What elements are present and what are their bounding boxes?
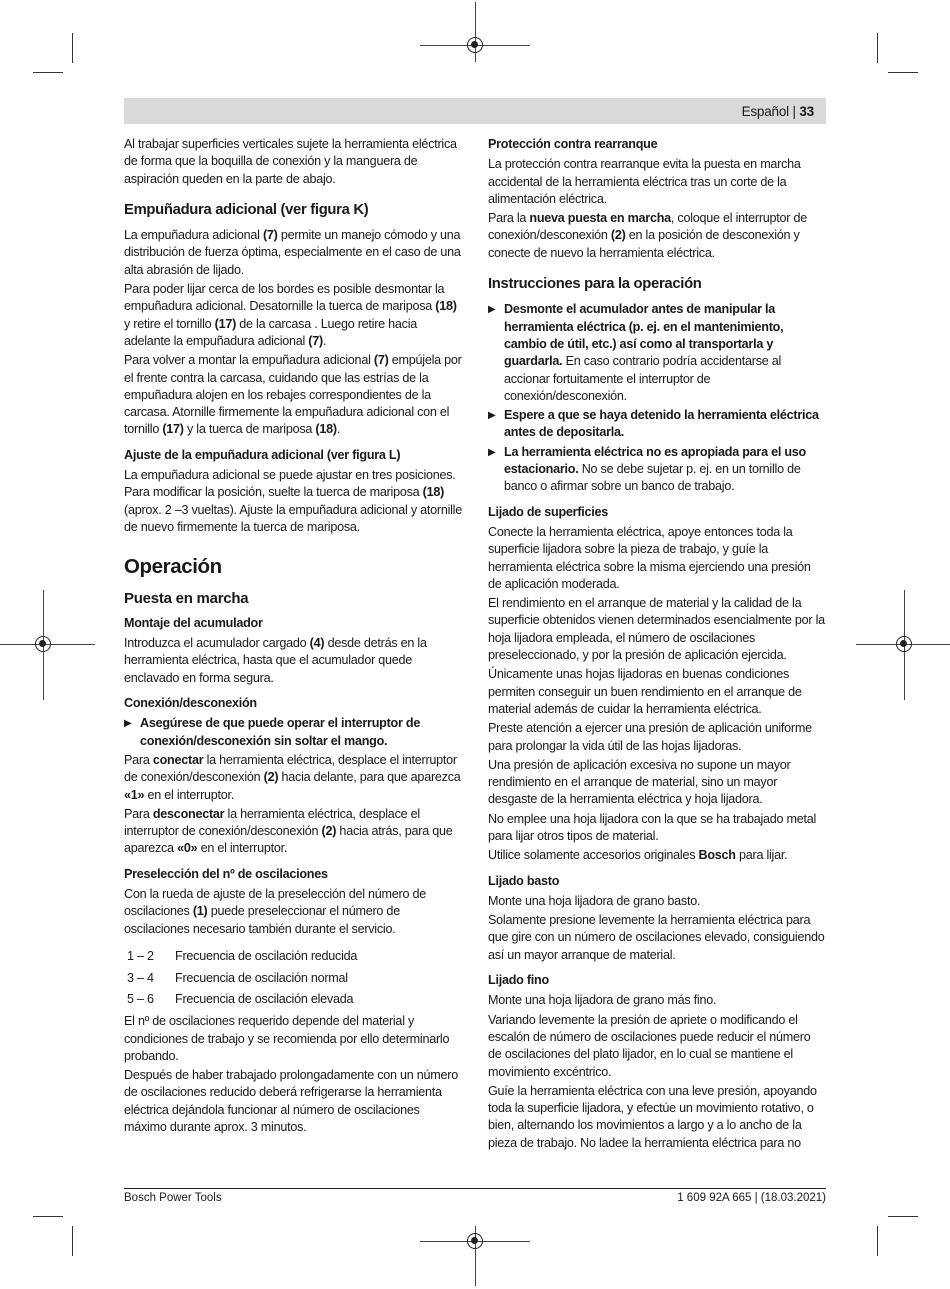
instructions-heading: Instrucciones para la operación <box>488 276 702 293</box>
surface-p2: El rendimiento en el arranque de material y la calidad de la superficie obtenidos vienen determinados esencialmente por la hoja lijadora empleada, el número de oscilaciones preseleccionado, y por la presión de aplicación ejercida. <box>488 596 825 663</box>
steps-label: Frecuencia de oscilación reducida <box>175 948 358 963</box>
steps-label: Frecuencia de oscilación normal <box>175 970 348 985</box>
operation-heading: Operación <box>124 555 222 579</box>
fine-p3: Guíe la herramienta eléctrica con una leve presión, apoyando toda la superficie lijadora, y efectúe un movimiento rotativo, o bien, alternando los movimientos a largo y a lo ancho de la pieza de trabajo. No ladee la herramienta eléctrica para no <box>488 1083 817 1150</box>
header-band <box>124 98 826 124</box>
adjust-paragraph: La empuñadura adicional se puede ajustar en tres posiciones. Para modificar la posición, suelte la tuerca de mariposa (18) (aprox. 2 –3 vueltas). Ajuste la empuñadura adicional y atornille de nuevo firmemente la tuerca de mariposa. <box>124 468 462 534</box>
startup-heading: Puesta en marcha <box>124 589 249 607</box>
aux-handle-p2: Para poder lijar cerca de los bordes es posible desmontar la empuñadura adicional. Desatornille la tuerca de mariposa (18) y retire el tornillo (17) de la carcasa . Luego retire hacia adelante la empuñadura adicional (7). <box>124 282 457 348</box>
steps-row <box>124 970 462 987</box>
preselection-heading: Preselección del nº de oscilaciones <box>124 866 328 881</box>
steps-label: Frecuencia de oscilación elevada <box>175 992 354 1007</box>
fine-p2: Variando levemente la presión de apriete o modificando el escalón de número de oscilaciones puede reducir el número de oscilaciones del plato lijador, en lo cual se mantiene el movimiento excéntrico. <box>488 1012 811 1079</box>
surface-p6: No emplee una hoja lijadora con la que se ha trabajado metal para lijar otros tipos de material. <box>488 811 817 843</box>
preselection-paragraph: Con la rueda de ajuste de la preselección del número de oscilaciones (1) puede preseleccionar el número de oscilaciones necesario también durante el servicio. <box>124 886 426 936</box>
footer-doc-number: 1 609 92A 665 | (18.03.2021) <box>677 1192 826 1204</box>
switch-on-paragraph: Para conectar la herramienta eléctrica, desplace el interruptor de conexión/desconexión (2) hacia delante, para que aparezca «1» en el interruptor. <box>124 752 461 802</box>
footer-publisher: Bosch Power Tools <box>124 1192 222 1204</box>
crop-mark <box>72 1226 73 1256</box>
adjust-heading: Ajuste de la empuñadura adicional (ver figura L) <box>124 447 401 462</box>
aux-handle-heading: Empuñadura adicional (ver figura K) <box>124 201 369 218</box>
steps-range: 1 – 2 <box>127 948 154 963</box>
surface-heading: Lijado de superficies <box>488 504 609 519</box>
onoff-heading: Conexión/desconexión <box>124 696 257 711</box>
registration-mark-icon <box>896 636 912 652</box>
restart-p2: Para la nueva puesta en marcha, coloque el interruptor de conexión/desconexión (2) en la posición de desconexión y conecte de nuevo la herramienta eléctrica. <box>488 211 807 260</box>
steps-range: 3 – 4 <box>127 970 154 985</box>
crop-mark <box>888 1216 918 1217</box>
battery-paragraph: Introduzca el acumulador cargado (4) desde detrás en la herramienta eléctrica, hasta que el acumulador quede enclavado en forma segura. <box>124 636 427 685</box>
intro-paragraph: Al trabajar superficies verticales sujete la herramienta eléctrica de forma que la boquilla de conexión y la manguera de aspiración queden en la parte de abajo. <box>124 137 457 186</box>
coarse-p1: Monte una hoja lijadora de grano basto. <box>488 893 701 908</box>
onoff-warning: ▶ Asegúrese de que puede operar el interruptor de conexión/desconexión sin soltar el mango. <box>124 715 462 750</box>
steps-row <box>124 991 462 1008</box>
aux-handle-p3: Para volver a montar la empuñadura adicional (7) empújela por el frente contra la carcasa, cuidando que las estrías de la empuñadura alojen en los rebajes correspondientes de la carcasa. Atornille firmemente la empuñadura adicional con el tornillo (17) y la tuerca de mariposa (18). <box>124 353 462 437</box>
switch-off-paragraph: Para desconectar la herramienta eléctrica, desplace el interruptor de conexión/desconexión (2) hacia atrás, para que aparezca «0» en el interruptor. <box>124 806 453 856</box>
surface-p4: Preste atención a ejercer una presión de aplicación uniforme para prolongar la vida útil de las hojas lijadoras. <box>488 721 812 753</box>
registration-mark-line <box>475 2 476 62</box>
crop-mark <box>888 72 918 73</box>
coarse-p2: Solamente presione levemente la herramienta eléctrica para que gire con un número de oscilaciones elevado, consiguiendo así un mayor arranque de material. <box>488 913 825 962</box>
fine-heading: Lijado fino <box>488 973 549 988</box>
surface-p7: Utilice solamente accesorios originales Bosch para lijar. <box>488 848 788 863</box>
footer-rule <box>124 1188 826 1189</box>
right-column <box>488 136 826 1154</box>
surface-p1: Conecte la herramienta eléctrica, apoye entonces toda la superficie lijadora sobre la pieza de trabajo, y guíe la herramienta eléctrica sobre la misma ejerciendo una presión de aplicación moderada. <box>488 524 811 591</box>
left-column <box>124 136 462 1138</box>
page-number: 33 <box>799 104 814 119</box>
preselection-p3: Después de haber trabajado prolongadamente con un número de oscilaciones reducido deberá refrigerarse la herramienta eléctrica dejándola funcionar al número de oscilaciones máximo durante aprox. 3 minutos. <box>124 1068 458 1135</box>
surface-p3: Únicamente unas hojas lijadoras en buenas condiciones permiten conseguir un buen rendimiento en el arranque de material además de cuidar la herramienta eléctrica. <box>488 667 802 716</box>
instruction-bullet: ▶ Desmonte el acumulador antes de manipular la herramienta eléctrica (p. ej. en el mantenimiento, cambio de útil, etc.) así como al transportarla y guardarla. En caso contrario podría accidentarse al accionar fortuitamente el interruptor de conexión/desconexión. <box>488 301 826 405</box>
crop-mark <box>877 1226 878 1256</box>
restart-p1: La protección contra rearranque evita la puesta en marcha accidental de la herramienta eléctrica tras un corte de la alimentación eléctrica. <box>488 157 801 206</box>
restart-heading: Protección contra rearranque <box>488 137 658 151</box>
battery-heading: Montaje del acumulador <box>124 615 263 630</box>
crop-mark <box>72 33 73 63</box>
crop-mark <box>877 33 878 63</box>
header-section: Español <box>741 104 789 119</box>
page-header: Español | 33 <box>741 104 814 119</box>
registration-mark-icon <box>467 1233 483 1249</box>
steps-range: 5 – 6 <box>127 992 154 1007</box>
registration-mark-icon <box>467 37 483 53</box>
registration-mark-icon <box>35 636 51 652</box>
fine-p1: Monte una hoja lijadora de grano más fino. <box>488 993 717 1008</box>
crop-mark <box>33 1216 63 1217</box>
instruction-bullet: ▶ Espere a que se haya detenido la herramienta eléctrica antes de depositarla. <box>488 407 826 442</box>
oscillation-steps-table <box>124 948 462 1009</box>
steps-row <box>124 948 462 965</box>
surface-p5: Una presión de aplicación excesiva no supone un mayor rendimiento en el arranque de material, sino un mayor desgaste de la herramienta eléctrica y hoja lijadora. <box>488 757 791 807</box>
preselection-p2: El nº de oscilaciones requerido depende del material y condiciones de trabajo y se recomienda por ello determinarlo probando. <box>124 1014 450 1063</box>
aux-handle-p1: La empuñadura adicional (7) permite un manejo cómodo y una distribución de fuerza óptima, especialmente en el caso de una alta abrasión de lijado. <box>124 228 461 277</box>
instruction-bullet: ▶ La herramienta eléctrica no es apropiada para el uso estacionario. No se debe sujetar p. ej. en un tornillo de banco o afirmar sobre un banco de trabajo. <box>488 444 826 496</box>
coarse-heading: Lijado basto <box>488 873 560 888</box>
crop-mark <box>33 72 63 73</box>
